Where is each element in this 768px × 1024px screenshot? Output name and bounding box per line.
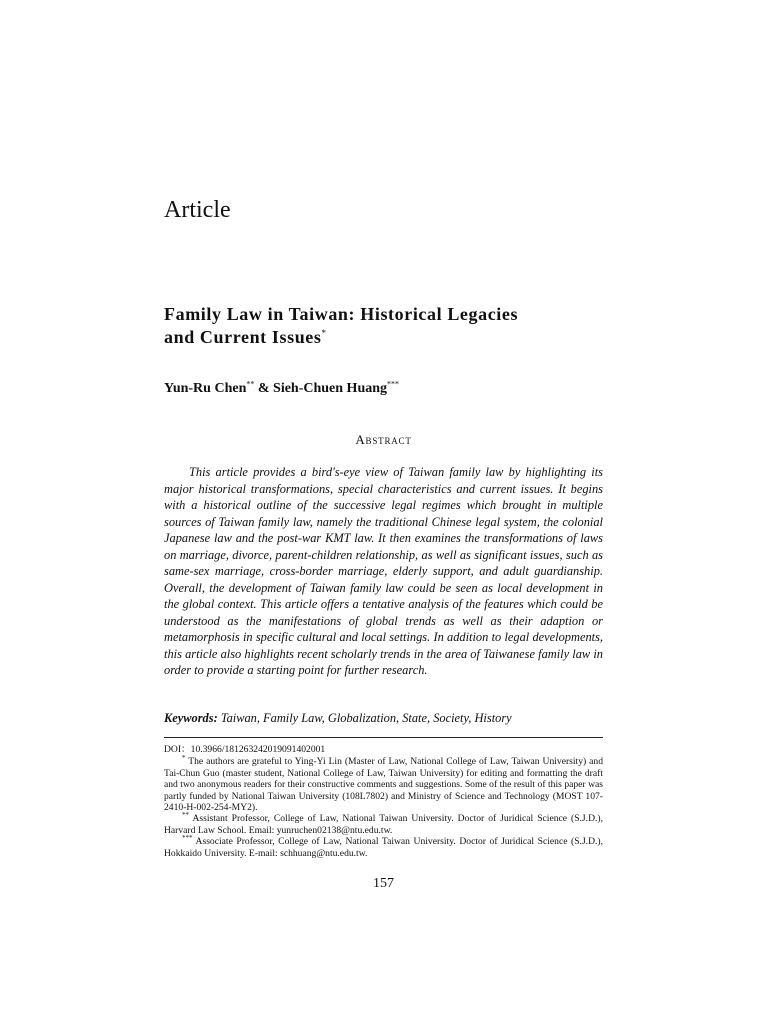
title-line-2: and Current Issues	[164, 327, 322, 347]
title-footnote-mark: *	[321, 328, 327, 338]
paper-title	[164, 303, 603, 349]
author-name: Yun-Ru Chen	[164, 381, 247, 396]
keywords-line	[164, 711, 603, 726]
abstract-body: This article provides a bird's-eye view of Taiwan family law by highlighting its major historical transformations, special characteristics and current issues. It begins with a historical outline of the successive legal regimes which brought in multiple sources of Taiwan family law, namely the traditional Chinese legal system, the colonial Japanese law and the post-war KMT law. It then examines the transformations of laws on marriage, divorce, parent-children relationship, as well as significant issues, such as same-sex marriage, cross-border marriage, elderly support, and adult guardianship. Overall, the development of Taiwan family law could be seen as local development in the global context. This article offers a tentative analysis of the features which could be understood as the manifestations of global trends as well as their adaption or metamorphosis in specific cultural and local settings. In addition to legal developments, this article also highlights recent scholarly trends in the area of Taiwanese family law in order to provide a starting point for further research.	[164, 465, 603, 677]
author-name: Sieh-Chuen Huang	[273, 381, 388, 396]
footnote-mark: *	[182, 754, 186, 763]
section-label: Article	[164, 197, 231, 223]
author-line	[164, 381, 399, 397]
footnote-text: The authors are grateful to Ying-Yi Lin (Master of Law, National College of Law, Taiwan University) and Tai-Chun Guo (master student, National College of Law, Taiwan University) for editing and formatting the draft and two anonymous readers for their constructive comments and suggestions. Some of the result of this paper was partly funded by National Taiwan University (108L7802) and Ministry of Science and Technology (MOST 107-2410-H-002-254-MY2).	[164, 756, 603, 814]
author-connector: &	[254, 381, 274, 396]
author-footnote-mark: ***	[387, 379, 400, 389]
footnote-divider	[164, 737, 603, 738]
footnote-text: Associate Professor, College of Law, National Taiwan University. Doctor of Juridical Science (S.J.D.), Hokkaido University. E-mail: schhuang@ntu.edu.tw.	[164, 836, 604, 859]
keywords-values: Taiwan, Family Law, Globalization, State, Society, History	[220, 711, 512, 725]
footnote-mark: **	[182, 811, 189, 820]
footnote	[164, 836, 603, 859]
keywords-label: Keywords:	[164, 711, 218, 725]
footnotes	[164, 744, 603, 859]
author-footnote-mark: **	[246, 379, 255, 389]
abstract-heading: Abstract	[355, 432, 412, 447]
footnote-text: Assistant Professor, College of Law, National Taiwan University. Doctor of Juridical Science (S.J.D.), Harvard Law School. Email: yunruchen02138@ntu.edu.tw.	[164, 813, 603, 836]
doi-line: DOI：10.3966/181263242019091402001	[164, 744, 326, 755]
page-number: 157	[373, 876, 394, 891]
footnote-mark: ***	[182, 834, 193, 843]
footnote	[164, 756, 603, 813]
footnote	[164, 813, 603, 836]
title-line-1: Family Law in Taiwan: Historical Legacies	[164, 304, 519, 324]
